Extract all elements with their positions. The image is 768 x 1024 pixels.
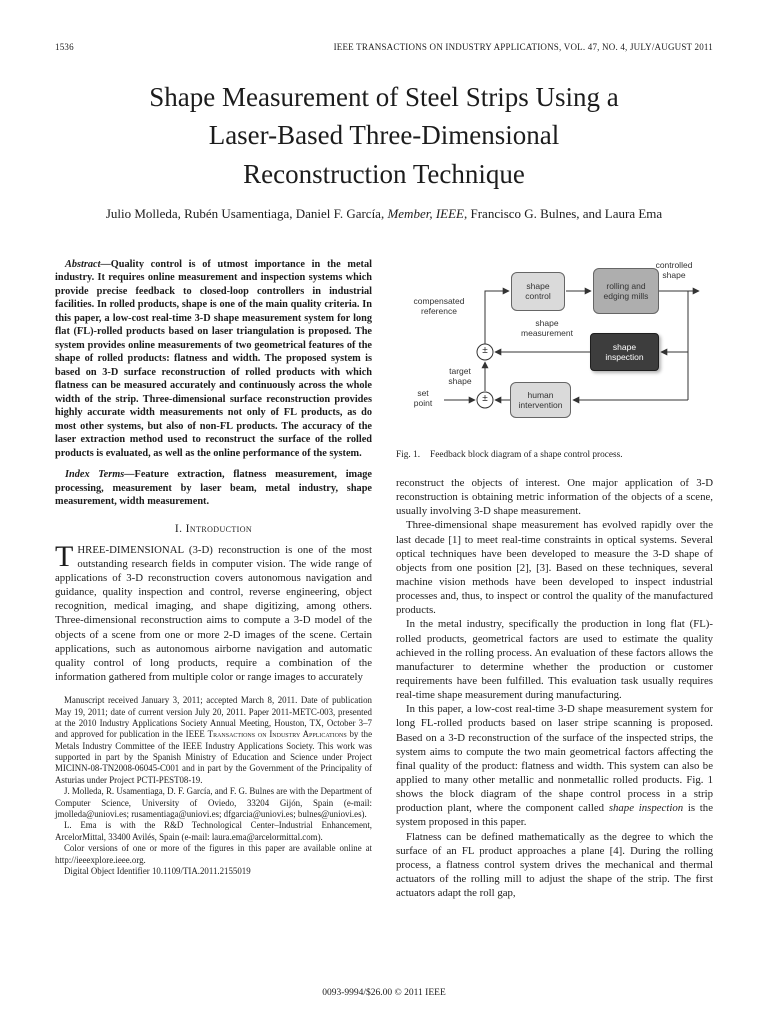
body-paragraph-continuation: reconstruct the objects of interest. One major application of 3-D reconstruction is obtaining metric information of the objects of a scene, usually involving 3-D shape measurement. [396,476,713,518]
body-paragraph-2: Three-dimensional shape measurement has evolved rapidly over the last decade [1] to meet real-time constraints in optical systems. Several optical techniques have been developed to measure the 3-D shape of objects from one position [2], [3]. Based on these techniques, several machine vision methods have been developed to inspect industrial processes and, thus, to inspect or control the quality of the manufactured products. [396,519,713,617]
authors-member-ieee: Member, IEEE [387,205,464,221]
footnote-journal-smallcaps: Transactions on Industry Applications [207,729,347,740]
intro-lead-caps: HREE-DIMENSIONAL [77,543,184,556]
footnote-manuscript [55,695,372,786]
footnote-manuscript-b: by the Metals Industry Committee of the IEEE Industry Applications Society. This work was supported in part by the Spanish Ministry of Education and Science under Project MICINN-08-TN2008-06045-C001 and in part by the Government of the Principality of Asturias under Project PCTI-PEST08-19. [55,729,373,785]
index-terms-label: Index Terms— [65,469,135,481]
footnote-affiliation-1: J. Molleda, R. Usamentiaga, D. F. García, and F. G. Bulnes are with the Department of Computer Science, University of Oviedo, 33204 Gijón, Spain (e-mail: jmolleda@uniovi.es; rusamentiaga@uniovi.es; dfgarcia@uniovi.es; bulnes@uniovi.es). [55,786,372,820]
paper-title [55,78,713,193]
body-paragraph-4b: is the system proposed in this paper. [396,802,713,829]
shape-control-block: shape control [511,272,565,311]
right-column [396,258,713,900]
two-column-body [55,258,713,900]
first-page-footnotes [55,695,372,877]
body-paragraph-3: In the metal industry, specifically the production in long flat (FL)-rolled products, geometrical factors are used to estimate the quality achieved in the rolling process. An evaluation of these factors allows the manufacturer to determine whether the production or customer requirements have been fulfilled. This evaluation task usually requires real-time shape measurement during manufacturing. [396,618,713,702]
human-intervention-block: human intervention [510,382,571,418]
index-terms-paragraph [55,468,372,508]
compensated-reference-label: compensated reference [413,295,465,317]
abstract-paragraph [55,258,372,460]
body-paragraph-5: Flatness can be defined mathematically as the degree to which the surface of an FL product approaches a plane [4]. During the rolling process, a flatness control system drives the mechanical and thermal actuators of the rolling mill to adjust the shape of the strip. The first actuators adapt the roll gap, [396,830,713,900]
page-number: 1536 [55,42,74,52]
author-line [55,206,713,222]
index-terms-text: Feature extraction, flatness measurement, image processing, measurement by laser beam, metal industry, shape measurement, width measurement. [55,469,372,508]
set-point-label: set point [413,387,433,409]
shape-inspection-block: shape inspection [590,333,659,371]
authors-names: Julio Molleda, Rubén Usamentiaga, Daniel F. García, [105,205,388,221]
abstract-label: Abstract— [65,258,111,270]
body-paragraph-4a: In this paper, a low-cost real-time 3-D shape measurement system for long FL-rolled products based on laser stripe scanning is proposed. Based on a 3-D reconstruction of the surface of the inspected strips, the system aims to compute the two main geometrical factors affecting the final quality of the product: flatness and width. This system can also be applied to many other metallic and nonmetallic rolled products. Fig. 1 shows the block diagram of the shape control process in a strip production plant, where the component called [396,703,713,815]
figure-1-diagram [396,260,713,438]
controlled-shape-label: controlled shape [655,259,693,281]
figure-1 [396,260,713,460]
title-line-2: Laser-Based Three-Dimensional [208,120,560,151]
authors-names-rest: , Francisco G. Bulnes, and Laura Ema [463,205,663,221]
footnote-color-versions: Color versions of one or more of the figures in this paper are available online at http://ieeexplore.ieee.org. [55,843,372,865]
section-heading-introduction: I. Introduction [174,522,253,535]
figure-1-caption-text: Feedback block diagram of a shape control process. [430,449,623,460]
intro-text: (3-D) reconstruction is one of the most outstanding research fields in computer vision. The wide range of applications of 3-D reconstruction covers autonomous navigation and guidance, quality inspection and control, reverse engineering, object recognition, medical imaging, and shape digitizing, among others. Three-dimensional reconstruction aims to compute a 3-D model of the objects of a scene from one or more 2-D images of the scene. Certain applications, such as autonomous airborne navigation and automatic quality control of long products, require a combination of the information gathered from multiple color or range images to accurately [55,543,372,683]
summing-junction-upper: ± [482,344,488,356]
shape-measurement-label: shape measurement [521,317,573,339]
footer-copyright: 0093-9994/$26.00 © 2011 IEEE [322,988,446,998]
shape-inspection-italic: shape inspection [608,802,684,815]
abstract-text: Quality control is of utmost importance in the metal industry. It requires online measurement and inspection systems which provide precise feedback to closed-loop controllers in industrial facilities. In rolled products, shape is one of the main quality criteria. In this paper, a low-cost real-time 3-D shape measurement system for long flat (FL)-rolled products based on laser triangulation is proposed. The system provides online measurements of two geometrical features of the shape of rolled products: flatness and width. The proposed system is based on 3-D surface reconstruction of rolled products with which flatness can be measured accurately and continuously across the whole width of the strip. Three-dimensional surface reconstruction provides highly accurate width measurements not only of FL products, as do most other systems, but also of non-FL products. The accuracy of the laser extraction method used to reconstruct the surface of the rolled products is evaluated, as well as the online performance of the system. [55,258,372,459]
footnote-affiliation-2: L. Ema is with the R&D Technological Center–Industrial Enhancement, ArcelorMittal, 33400 Avilés, Spain (e-mail: laura.ema@arcelormittal.com). [55,820,372,842]
figure-1-caption [396,450,713,460]
figure-1-caption-label: Fig. 1. [396,449,421,460]
title-line-3: Reconstruction Technique [243,158,525,189]
footnote-manuscript-a: Manuscript received January 3, 2011; accepted March 8, 2011. Date of publication May 19, 2011; date of current version July 20, 2011. Paper 2011-METC-003, presented at the 2010 Industry Applications Society Annual Meeting, Houston, TX, October 3–7 and approved for publication in the IEEE [55,695,372,740]
journal-header: IEEE TRANSACTIONS ON INDUSTRY APPLICATIONS, VOL. 47, NO. 4, JULY/AUGUST 2011 [333,42,713,52]
drop-cap: T [55,539,74,573]
running-head [55,42,713,52]
summing-junction-lower: ± [482,392,488,404]
footnote-doi: Digital Object Identifier 10.1109/TIA.2011.2155019 [64,865,251,876]
body-paragraph-4 [396,702,713,829]
intro-paragraph [55,539,372,684]
target-shape-label: target shape [448,365,472,387]
title-line-1: Shape Measurement of Steel Strips Using a [149,82,619,112]
left-column [55,258,372,900]
rolling-edging-mills-block: rolling and edging mills [593,268,659,314]
